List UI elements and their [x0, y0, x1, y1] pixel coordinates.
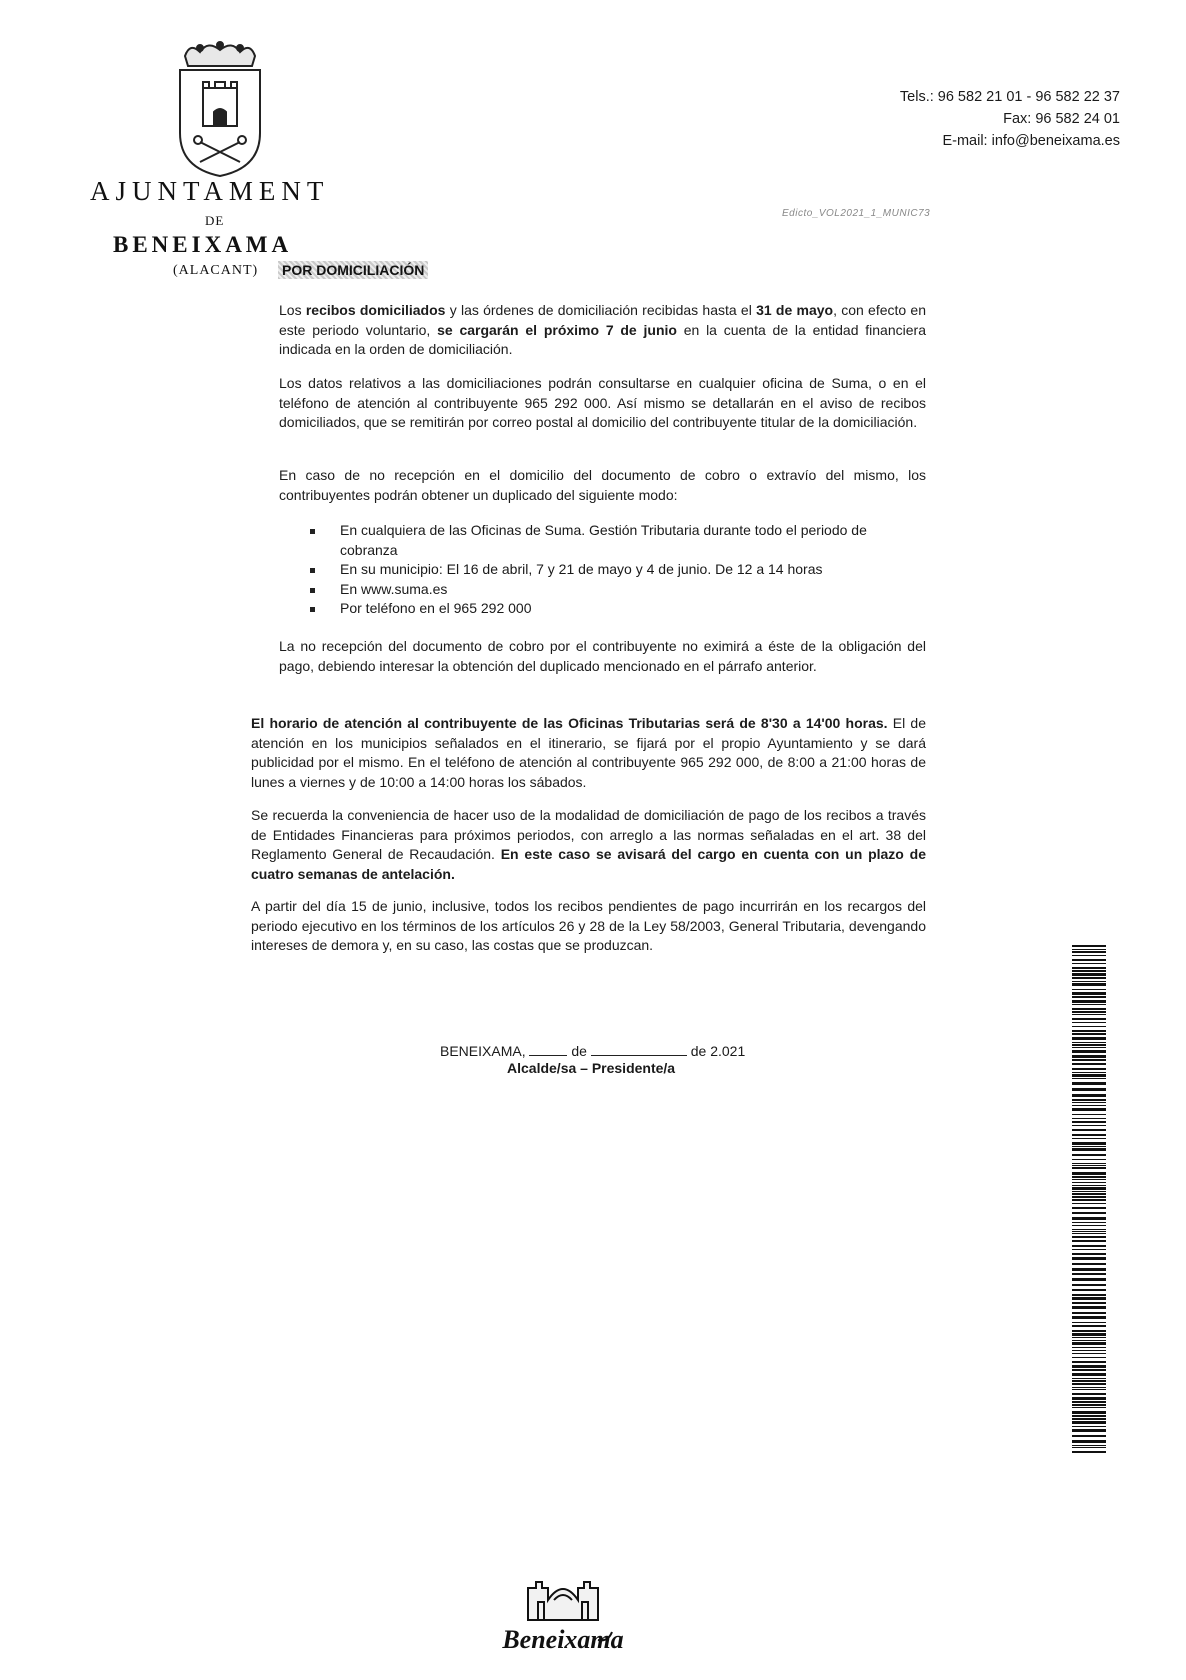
barcode-bar: [1072, 1383, 1106, 1385]
barcode-bar: [1072, 1129, 1106, 1131]
barcode-bar: [1072, 1172, 1106, 1175]
barcode-bar: [1072, 1165, 1106, 1166]
org-name-line1: AJUNTAMENT: [90, 176, 330, 206]
barcode-bar: [1072, 1212, 1106, 1214]
list-item: En su municipio: El 16 de abril, 7 y 21 de mayo y 4 de junio. De 12 a 14 horas: [308, 560, 928, 580]
barcode-bar: [1072, 1182, 1106, 1183]
barcode-bar: [1072, 977, 1106, 979]
barcode-bar: [1072, 1253, 1106, 1255]
barcode-bar: [1072, 949, 1106, 950]
barcode-bar: [1072, 1302, 1106, 1304]
barcode-bar: [1072, 1278, 1106, 1281]
paragraph-duplicate-intro: En caso de no recepción en el domicilio del documento de cobro o extravío del mismo, los contribuyentes podrán obtener un duplicado del siguiente modo:: [279, 467, 926, 503]
barcode-bar: [1072, 1342, 1106, 1345]
barcode-bar: [1072, 1415, 1106, 1417]
barcode-bar: [1072, 1268, 1106, 1271]
barcode-bar: [1072, 1074, 1106, 1077]
org-name-line3: BENEIXAMA: [113, 232, 293, 257]
paragraph-consult-data: Los datos relativos a las domiciliaciones podrán consultarse en cualquier oficina de Suma, o en el teléfono de atención al contribuyente 965 292 000. Así mismo se detallarán en el aviso de recibos domiciliados, que se remitirán por correo postal al domicilio del contribuyente titular de la domiciliación.: [279, 375, 926, 430]
barcode-bar: [1072, 1284, 1106, 1286]
barcode-bar: [1072, 1418, 1106, 1420]
barcode-bar: [1072, 1134, 1106, 1136]
barcode-bar: [1072, 1047, 1106, 1048]
barcode-bar: [1072, 1050, 1106, 1053]
barcode-bar: [1072, 955, 1106, 956]
barcode-bar: [1072, 983, 1106, 986]
barcode-bar: [1072, 1401, 1106, 1403]
barcode-bar: [1072, 1273, 1106, 1275]
signature-date-line: [440, 1042, 745, 1061]
barcode-bar: [1072, 1289, 1106, 1291]
barcode-bar: [1072, 1312, 1106, 1314]
barcode-bar: [1072, 1004, 1106, 1005]
list-item: Por teléfono en el 965 292 000: [308, 599, 928, 619]
paragraph-direct-debit-advice: Se recuerda la conveniencia de hacer uso de la modalidad de domiciliación de pago de los recibos a través de Entidades Financieras para próximos periodos, con arreglo a las normas señaladas en el art. 38 del Reglamento General de Recaudación. En este caso se avisará del cargo en cuenta con un plazo de cuatro semanas de antelación.: [251, 807, 926, 882]
barcode-bar: [1072, 1337, 1106, 1338]
barcode-bar: [1072, 1229, 1106, 1230]
barcode-bar: [1072, 1350, 1106, 1351]
phone-numbers: Tels.: 96 582 21 01 - 96 582 22 37: [899, 89, 1120, 105]
barcode-bar: [1072, 1404, 1106, 1406]
signature-place: BENEIXAMA,: [440, 1043, 526, 1059]
barcode-bar: [1072, 1357, 1106, 1358]
province-label: (ALACANT): [173, 263, 259, 278]
barcode-bar: [1072, 1393, 1106, 1395]
barcode-bar: [1072, 1179, 1106, 1180]
barcode-bar: [1072, 1294, 1106, 1296]
barcode-bar: [1072, 1138, 1106, 1139]
document-reference: Edicto_VOL2021_1_MUNIC73: [782, 208, 931, 219]
barcode-bar: [1072, 1108, 1106, 1111]
barcode-bar: [1072, 1361, 1106, 1363]
barcode-bar: [1072, 1094, 1106, 1097]
duplicate-options-list: [308, 521, 928, 619]
barcode-bar: [1072, 1018, 1106, 1020]
barcode-bar: [1072, 1000, 1106, 1003]
barcode-icon: [1072, 945, 1106, 1455]
barcode-bar: [1072, 1225, 1106, 1226]
barcode-bar: [1072, 973, 1106, 976]
barcode-bar: [1072, 1176, 1106, 1178]
barcode-bar: [1072, 1306, 1106, 1309]
list-item[interactable]: En www.suma.es: [308, 580, 928, 600]
barcode-bar: [1072, 1426, 1106, 1427]
barcode-bar: [1072, 1447, 1106, 1448]
barcode-bar: [1072, 1249, 1106, 1250]
barcode-bar: [1072, 1105, 1106, 1106]
barcode-bar: [1072, 970, 1106, 972]
barcode-bar: [1072, 1118, 1106, 1119]
barcode-bar: [1072, 1236, 1106, 1238]
barcode-bar: [1072, 1042, 1106, 1043]
barcode-bar: [1072, 996, 1106, 998]
barcode-bar: [1072, 1440, 1106, 1443]
barcode-bar: [1072, 1148, 1106, 1151]
signature-de: de: [571, 1043, 587, 1059]
barcode-bar: [1072, 992, 1106, 995]
barcode-bar: [1072, 989, 1106, 990]
barcode-bar: [1072, 1373, 1106, 1376]
barcode-bar: [1072, 1142, 1106, 1145]
barcode-bar: [1072, 1102, 1106, 1103]
barcode-bar: [1072, 1217, 1106, 1220]
barcode-bar: [1072, 1429, 1106, 1432]
barcode-bar: [1072, 967, 1106, 969]
barcode-bar: [1072, 959, 1106, 961]
day-blank: [529, 1042, 567, 1056]
barcode-bar: [1072, 1330, 1106, 1332]
barcode-bar: [1072, 1233, 1106, 1234]
barcode-bar: [1072, 1380, 1106, 1382]
email-address[interactable]: info@beneixama.es: [991, 133, 1120, 149]
paragraph-office-hours: El horario de atención al contribuyente de las Oficinas Tributarias será de 8'30 a 14'00 horas. El de atención en los municipios señalados en el itinerario, se fijará por el propio Ayuntamiento y se dará publicidad por el mismo. En el teléfono de atención al contribuyente 965 292 000, de 8:00 a 21:00 horas de lunes a viernes y de 10:00 a 14:00 horas los sábados.: [251, 715, 926, 790]
barcode-bar: [1072, 1125, 1106, 1126]
month-blank: [591, 1042, 687, 1056]
barcode-bar: [1072, 1389, 1106, 1390]
barcode-bar: [1072, 1196, 1106, 1198]
barcode-bar: [1072, 1008, 1106, 1010]
barcode-bar: [1072, 1193, 1106, 1195]
barcode-bar: [1072, 1146, 1106, 1147]
fax-number: Fax: 96 582 24 01: [1003, 111, 1120, 127]
list-item: En cualquiera de las Oficinas de Suma. Gestión Tributaria durante todo el periodo de cobranza: [308, 521, 928, 560]
barcode-bar: [1072, 1353, 1106, 1354]
barcode-bar: [1072, 1099, 1106, 1101]
mayor-title: Alcalde/sa – Presidente/a: [507, 1060, 676, 1076]
barcode-bar: [1072, 1026, 1106, 1027]
barcode-bar: [1072, 1121, 1106, 1123]
barcode-bar: [1072, 1044, 1106, 1046]
barcode-bar: [1072, 1445, 1106, 1446]
barcode-bar: [1072, 1163, 1106, 1164]
barcode-bar: [1072, 981, 1106, 982]
barcode-bar: [1072, 1068, 1106, 1070]
barcode-bar: [1072, 1347, 1106, 1348]
barcode-bar: [1072, 1245, 1106, 1247]
barcode-bar: [1072, 1187, 1106, 1190]
barcode-bar: [1072, 1059, 1106, 1061]
coat-of-arms-icon: [170, 38, 270, 178]
email-label: E-mail:: [942, 133, 988, 149]
barcode-bar: [1072, 1435, 1106, 1437]
barcode-bar: [1072, 1082, 1106, 1085]
barcode-bar: [1072, 1030, 1106, 1032]
footer-logo-text: Beneixama: [502, 1625, 624, 1654]
barcode-bar: [1072, 1333, 1106, 1336]
barcode-bar: [1072, 1078, 1106, 1079]
barcode-bar: [1072, 1421, 1106, 1424]
barcode-bar: [1072, 1207, 1106, 1209]
contact-block: [900, 86, 1120, 152]
barcode-bar: [1072, 1369, 1106, 1371]
signature-year: de 2.021: [690, 1043, 746, 1059]
barcode-bar: [1072, 1263, 1106, 1265]
barcode-bar: [1072, 1033, 1106, 1035]
barcode-bar: [1072, 1055, 1106, 1058]
barcode-bar: [1072, 1411, 1106, 1414]
barcode-bar: [1072, 1167, 1106, 1169]
barcode-bar: [1072, 1316, 1106, 1319]
barcode-bar: [1072, 1088, 1106, 1091]
barcode-bar: [1072, 1257, 1106, 1260]
barcode-bar: [1072, 1297, 1106, 1300]
barcode-bar: [1072, 1114, 1106, 1115]
barcode-bar: [1072, 951, 1106, 953]
barcode-bar: [1072, 1387, 1106, 1388]
barcode-bar: [1072, 1011, 1106, 1013]
email-line: [900, 130, 1120, 152]
barcode-bar: [1072, 1185, 1106, 1186]
barcode-bar: [1072, 1407, 1106, 1408]
barcode-bar: [1072, 1322, 1106, 1323]
barcode-bar: [1072, 1191, 1106, 1192]
barcode-bar: [1072, 1159, 1106, 1160]
castle-logo-icon: [468, 1570, 658, 1660]
barcode-bar: [1072, 1014, 1106, 1015]
paragraph-surcharges: A partir del día 15 de junio, inclusive, todos los recibos pendientes de pago incurrirán en los recargos del periodo ejecutivo en los términos de los artículos 26 y 28 de la Ley 58/2003, General Tributaria, devengando intereses de demora y, en su caso, las costas que se produzcan.: [251, 898, 926, 953]
barcode-bar: [1072, 1365, 1106, 1368]
barcode-bar: [1072, 1222, 1106, 1223]
barcode-bar: [1072, 1325, 1106, 1327]
paragraph-non-receipt: La no recepción del documento de cobro por el contribuyente no eximirá a éste de la obligación del pago, debiendo interesar la obtención del duplicado mencionado en el párrafo anterior.: [279, 638, 926, 674]
barcode-bar: [1072, 1072, 1106, 1073]
barcode-bar: [1072, 1378, 1106, 1379]
paragraph-domiciled-receipts: Los recibos domiciliados y las órdenes de domiciliación recibidas hasta el 31 de mayo, con efecto en este periodo voluntario, se cargarán el próximo 7 de junio en la cuenta de la entidad financiera indicada en la orden de domiciliación.: [279, 302, 926, 357]
barcode-bar: [1072, 1199, 1106, 1201]
barcode-bar: [1072, 1240, 1106, 1242]
barcode-bar: [1072, 1154, 1106, 1156]
barcode-bar: [1072, 963, 1106, 964]
barcode-bar: [1072, 1451, 1106, 1453]
barcode-bar: [1072, 1203, 1106, 1204]
org-name-line2: DE: [205, 213, 225, 228]
barcode-bar: [1072, 1397, 1106, 1400]
barcode-bar: [1072, 1063, 1106, 1065]
barcode-bar: [1072, 945, 1106, 947]
barcode-bar: [1072, 1022, 1106, 1023]
section-label: POR DOMICILIACIÓN: [278, 261, 428, 279]
barcode-bar: [1072, 1231, 1106, 1232]
barcode-bar: [1072, 1340, 1106, 1341]
barcode-bar: [1072, 1037, 1106, 1040]
